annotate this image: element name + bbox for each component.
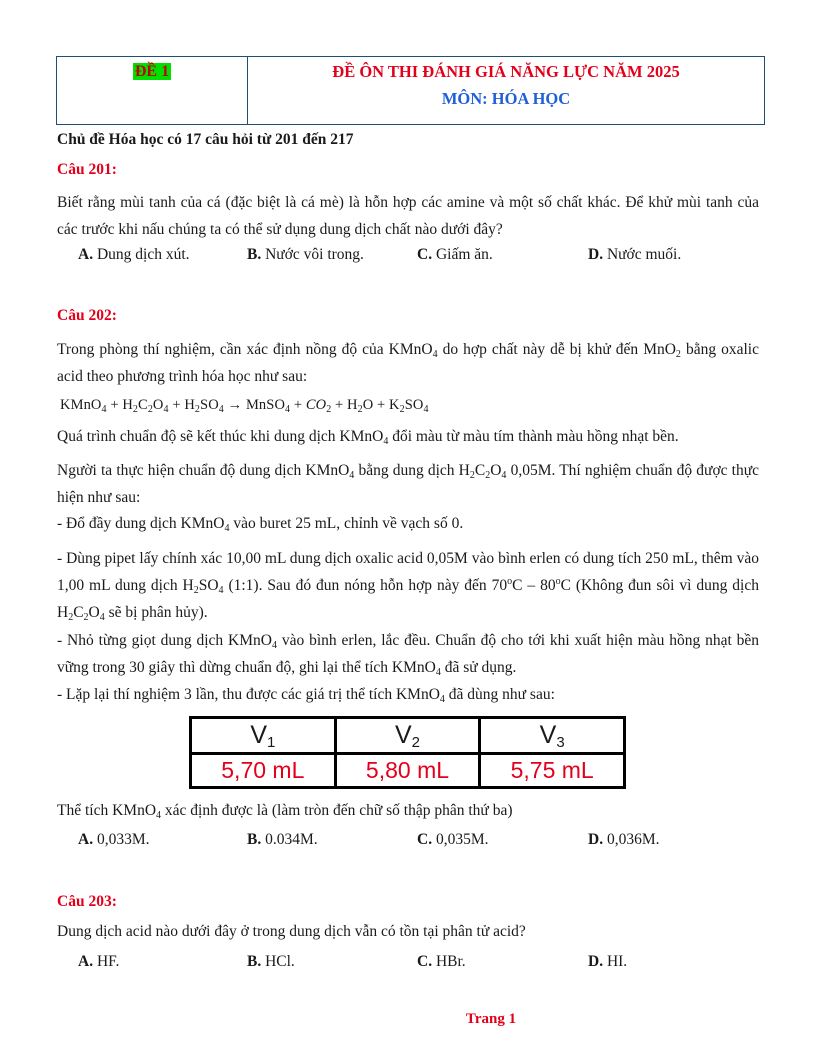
option-d[interactable]	[588, 246, 681, 264]
step-3: - Nhỏ từng giọt dung dịch KMnO$_4$ vào bình erlen, lắc đều. Chuẩn độ cho tới khi xuất hiện màu hồng nhạt bền vững trong 30 giây thì dừng chuẩn độ, ghi lại thể tích KMnO$_4$ đã sử dụng.	[57, 632, 759, 678]
option-text: 0,036M.	[606, 831, 660, 848]
option-text: HBr.	[435, 953, 466, 970]
option-b[interactable]	[247, 953, 295, 971]
option-letter: B.	[247, 831, 262, 848]
volume-value-v3: 5,75 mL	[480, 754, 625, 788]
exam-code: ĐỀ 1	[134, 63, 170, 80]
option-text: HI.	[606, 953, 628, 970]
question-202-label: Câu 202:	[57, 307, 117, 324]
volume-header-v2: $V_2$	[335, 718, 480, 754]
option-text: 0,035M.	[435, 831, 489, 848]
option-d[interactable]	[588, 831, 660, 849]
option-letter: B.	[247, 953, 262, 970]
option-letter: D.	[588, 246, 604, 263]
topic-line: Chủ đề Hóa học có 17 câu hỏi từ 201 đến 217	[57, 131, 354, 148]
option-text: HCl.	[265, 953, 295, 970]
option-letter: D.	[588, 831, 604, 848]
option-letter: B.	[247, 246, 262, 263]
option-letter: A.	[78, 831, 94, 848]
question-201-options	[78, 246, 768, 266]
option-text: 0.034M.	[265, 831, 318, 848]
question-203-options	[78, 953, 768, 973]
option-b[interactable]	[247, 246, 364, 264]
question-203-label: Câu 203:	[57, 893, 117, 910]
exam-title: ĐỀ ÔN THI ĐÁNH GIÁ NĂNG LỰC NĂM 2025	[332, 62, 680, 81]
step-1: - Đổ đầy dung dịch KMnO$_4$ vào buret 25 mL, chỉnh về vạch số 0.	[57, 515, 464, 534]
option-letter: C.	[417, 953, 433, 970]
exam-subject: MÔN: HÓA HỌC	[441, 89, 571, 108]
step-2: - Dùng pipet lấy chính xác 10,00 mL dung dịch oxalic acid 0,05M vào bình erlen có dung tích 250 mL, thêm vào 1,00 mL dung dịch $H_2SO_4$ (1:1). Sau đó đun nóng hỗn hợp này đến 70$^o$C – 80$^o$C (Không đun sôi vì dung dịch $H_2C_2O_4$ sẽ bị phân hủy).	[57, 550, 759, 623]
question-202-endpoint: Quá trình chuẩn độ sẽ kết thúc khi dung dịch KMnO$_4$ đổi màu từ màu tím thành màu hồng nhạt bền.	[57, 428, 679, 447]
question-202-ask: Thể tích KMnO$_4$ xác định được là (làm tròn đến chữ số thập phân thứ ba)	[57, 802, 513, 821]
question-201-label: Câu 201:	[57, 161, 117, 178]
option-a[interactable]	[78, 831, 150, 849]
volume-value-v2: 5,80 mL	[335, 754, 480, 788]
option-c[interactable]	[417, 831, 489, 849]
volume-value-v1: 5,70 mL	[191, 754, 336, 788]
option-text: Nước muối.	[606, 246, 682, 263]
chemical-equation: KMnO$_4$ + $H_2C_2O_4 + H_2SO_4$ → MnSO$_4$ + $CO_2 + H_2O + K_2SO_4$	[60, 397, 429, 415]
option-text: Giấm ăn.	[435, 246, 493, 263]
question-202-intro: Trong phòng thí nghiệm, cần xác định nồng độ của KMnO$_4$ do hợp chất này dễ bị khử đến MnO$_2$ bằng oxalic acid theo phương trình hóa học như sau:	[57, 341, 759, 385]
step-4: - Lặp lại thí nghiệm 3 lần, thu được các giá trị thể tích KMnO$_4$ đã dùng như sau:	[57, 686, 555, 705]
option-a[interactable]	[78, 953, 119, 971]
option-letter: A.	[78, 953, 94, 970]
question-203-text: Dung dịch acid nào dưới đây ở trong dung dịch vẫn có tồn tại phân tử acid?	[57, 923, 526, 940]
exam-header	[56, 56, 765, 125]
option-text: Nước vôi trong.	[265, 246, 364, 263]
page-number: Trang 1	[465, 1011, 517, 1027]
question-202-options	[78, 831, 768, 851]
option-c[interactable]	[417, 953, 466, 971]
volume-table	[189, 716, 626, 789]
option-text: 0,033M.	[96, 831, 150, 848]
option-text: Dung dịch xút.	[96, 246, 190, 263]
question-202-setup: Người ta thực hiện chuẩn độ dung dịch KMnO$_4$ bằng dung dịch $H_2C_2O_4$ 0,05M. Thí nghiệm chuẩn độ được thực hiện như sau:	[57, 462, 759, 506]
option-letter: C.	[417, 246, 433, 263]
option-letter: D.	[588, 953, 604, 970]
exam-title-cell	[248, 57, 764, 124]
volume-header-v1: $V_1$	[191, 718, 336, 754]
volume-header-v3: $V_3$	[480, 718, 625, 754]
question-201-text: Biết rằng mùi tanh của cá (đặc biệt là cá mè) là hỗn hợp các amine và một số chất khác. Để khử mùi tanh của các trước khi nấu chúng ta có thể sử dụng dung dịch chất nào dưới đây?	[57, 194, 759, 238]
option-letter: A.	[78, 246, 94, 263]
volume-header-row	[191, 718, 625, 754]
volume-value-row	[191, 754, 625, 788]
option-d[interactable]	[588, 953, 627, 971]
option-c[interactable]	[417, 246, 493, 264]
option-a[interactable]	[78, 246, 190, 264]
option-b[interactable]	[247, 831, 318, 849]
exam-code-cell	[57, 57, 248, 124]
option-letter: C.	[417, 831, 433, 848]
option-text: HF.	[96, 953, 120, 970]
